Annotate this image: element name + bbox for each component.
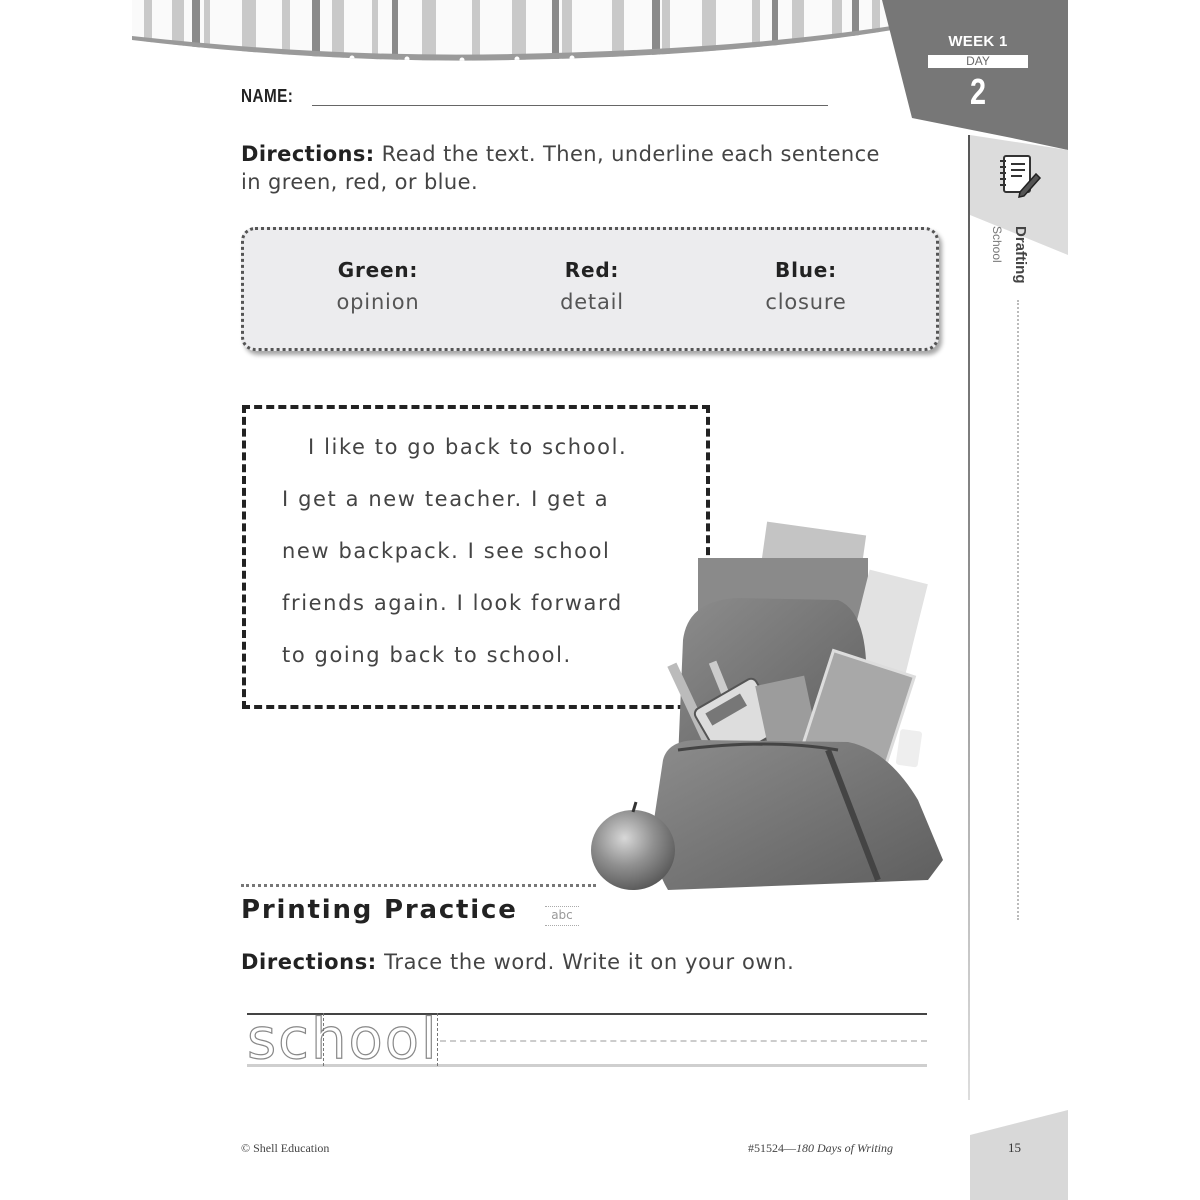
directions xyxy=(241,140,881,196)
key-meaning: detail xyxy=(560,290,624,314)
key-green xyxy=(278,258,478,314)
week-label: WEEK 1 xyxy=(948,33,1008,50)
key-color: Green: xyxy=(337,258,419,282)
writing-area[interactable] xyxy=(445,1015,927,1065)
footer-book-title xyxy=(748,1141,893,1156)
section-divider xyxy=(241,884,596,887)
day-label: DAY xyxy=(928,55,1028,68)
key-color: Blue: xyxy=(775,258,837,282)
passage-line[interactable]: to going back to school. xyxy=(282,643,572,667)
name-label: NAME: xyxy=(241,86,294,106)
key-meaning: opinion xyxy=(336,290,420,314)
abc-handwriting-icon: abc xyxy=(545,906,579,926)
printing-practice-title: Printing Practice xyxy=(241,895,518,925)
directions-text: Read the text. Then, underline each sentence in green, red, or blue. xyxy=(241,142,880,194)
passage-line[interactable]: I get a new teacher. I get a xyxy=(282,487,610,511)
sidebar-topic-label: School xyxy=(990,226,1004,263)
footer-code: #51524— xyxy=(748,1141,796,1155)
key-meaning: closure xyxy=(765,290,847,314)
day-number: 2 xyxy=(969,71,987,112)
key-color: Red: xyxy=(564,258,620,282)
footer-title: 180 Days of Writing xyxy=(796,1141,894,1155)
trace-guide xyxy=(323,1013,324,1066)
header-banner xyxy=(132,0,892,68)
backpack-illustration xyxy=(588,520,968,900)
name-row xyxy=(241,86,303,107)
day-tab xyxy=(882,0,1068,150)
directions-label: Directions: xyxy=(241,950,377,974)
trace-word: school xyxy=(247,1007,439,1072)
page-number: 15 xyxy=(1008,1140,1021,1155)
printing-directions xyxy=(241,950,794,974)
key-blue xyxy=(706,258,906,314)
directions-label: Directions: xyxy=(241,142,375,166)
footer-copyright: © Shell Education xyxy=(241,1141,330,1155)
sidebar-dotted-line xyxy=(1017,300,1019,920)
sidebar-section-label: Drafting xyxy=(1012,226,1029,284)
color-key-box xyxy=(241,227,939,351)
directions-text: Trace the word. Write it on your own. xyxy=(376,950,795,974)
trace-guide xyxy=(437,1013,438,1066)
passage-line[interactable]: new backpack. I see school xyxy=(282,539,611,563)
passage-line[interactable]: I like to go back to school. xyxy=(308,435,628,459)
name-input-line[interactable] xyxy=(312,105,828,106)
sidebar-rule xyxy=(968,135,970,1100)
key-red xyxy=(492,258,692,314)
notebook-pencil-icon xyxy=(998,152,1042,200)
passage-line[interactable]: friends again. I look forward xyxy=(282,591,623,615)
